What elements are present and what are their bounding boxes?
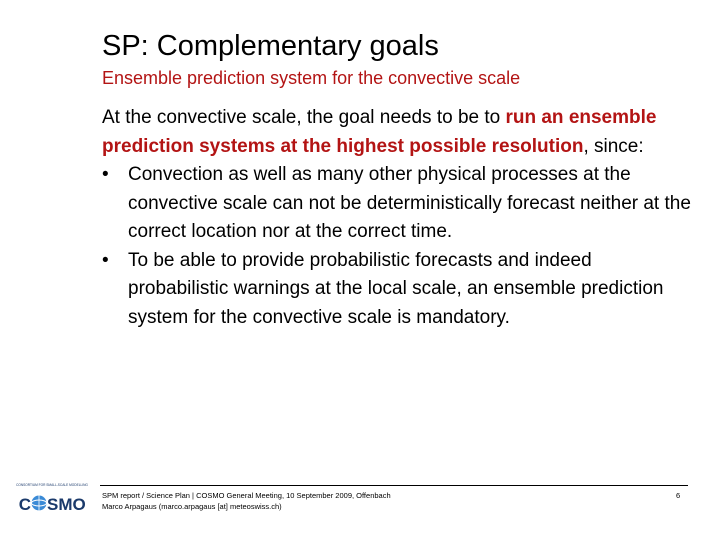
- slide-title: SP: Complementary goals: [102, 30, 439, 62]
- footer-line-2: Marco Arpagaus (marco.arpagaus [at] meteoswiss.ch): [102, 502, 282, 511]
- bullet-text: To be able to provide probabilistic forecasts and indeed probabilistic warnings at the local scale, an ensemble prediction system for the convective scale is mandatory.: [128, 249, 664, 328]
- cosmo-logo-icon: [12, 478, 92, 514]
- intro-text-end: , since:: [583, 135, 644, 157]
- page-number: 6: [676, 491, 681, 500]
- bullet-list: [102, 161, 692, 332]
- intro-highlight-bold: run an ensemble prediction systems at the highest possible: [102, 107, 657, 157]
- logo-letter-c: C: [18, 495, 31, 514]
- cosmo-logo-graphic: [12, 478, 92, 514]
- bullet-marker: •: [102, 249, 109, 271]
- logo-letters-smo: SMO: [47, 495, 86, 514]
- bullet-item: [102, 247, 692, 333]
- intro-text-start: At the convective scale, the goal needs to be to: [102, 107, 506, 128]
- intro-paragraph: [102, 104, 692, 161]
- logo-tagline: CONSORTIUM FOR SMALL-SCALE MODELLING: [16, 483, 88, 487]
- footer-text: [102, 490, 391, 512]
- footer-line-1: SPM report / Science Plan | COSMO General Meeting, 10 September 2009, Offenbach: [102, 491, 391, 500]
- bullet-marker: •: [102, 164, 109, 185]
- slide-subtitle: Ensemble prediction system for the convective scale: [102, 68, 521, 88]
- footer-divider: [100, 485, 688, 486]
- bullet-item: [102, 161, 692, 247]
- bullet-text: Convection as well as many other physical processes at the convective scale can not be deterministically forecast neither at the correct location nor at the correct time.: [128, 164, 691, 242]
- slide-body: [102, 104, 692, 332]
- intro-highlight-resolution: resolution: [491, 135, 584, 157]
